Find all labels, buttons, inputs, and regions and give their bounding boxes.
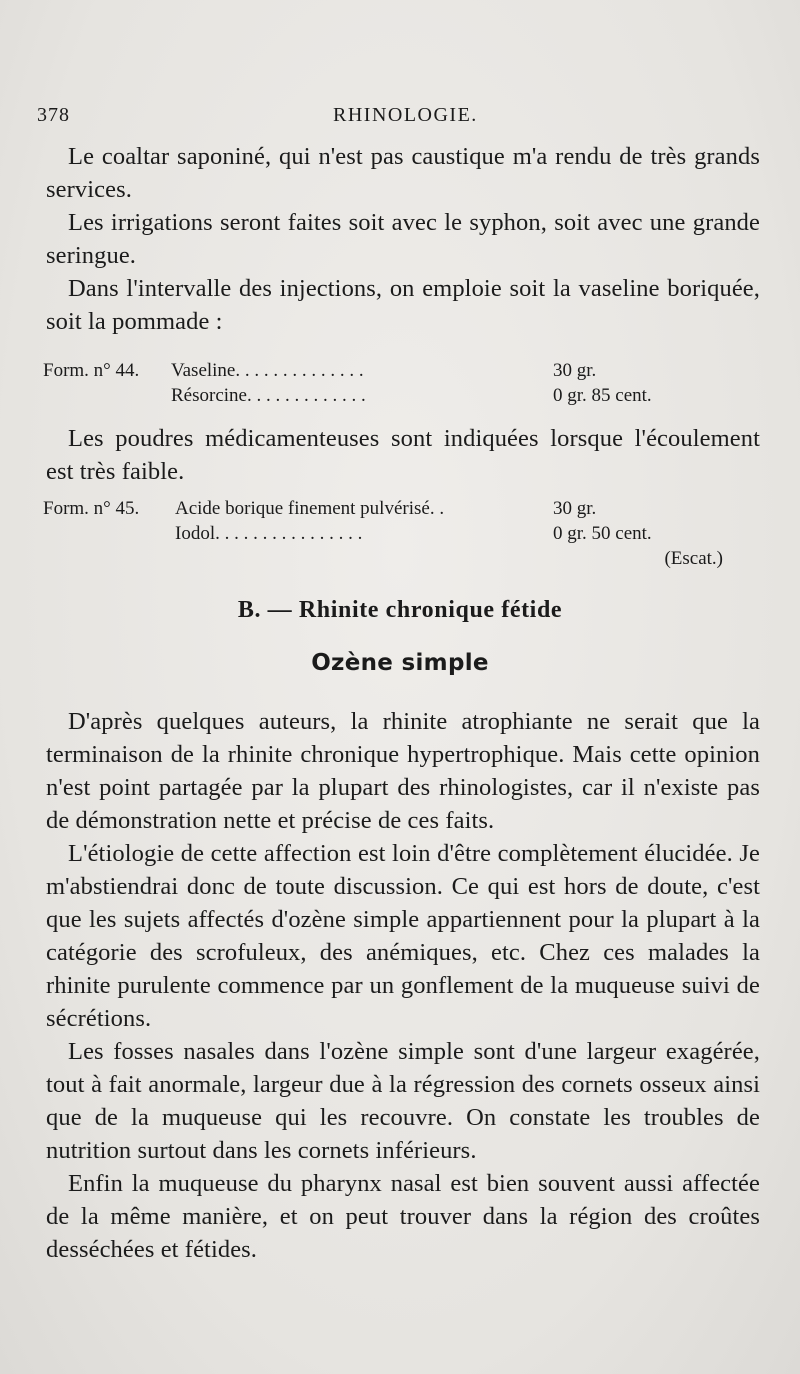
ingredient-quantity: 0 gr. 50 cent. [553,523,652,544]
paragraph-block-3 [46,705,760,1266]
formula-row [43,521,763,546]
paragraph-block-1 [46,140,760,338]
paragraph: Le coaltar saponiné, qui n'est pas caustique m'a rendu de très grands services. [46,143,760,203]
ingredient-quantity: 30 gr. [553,360,597,381]
formula-row [43,358,763,383]
ingredient-name: Résorcine. . . . . . . . . . . . . [171,385,366,406]
ingredient-name: Vaseline. . . . . . . . . . . . . . [171,360,364,381]
ingredient-name: Acide borique finement pulvérisé. . [175,498,445,519]
formula-row [43,383,763,408]
paragraph: Les fosses nasales dans l'ozène simple sont d'une largeur exagérée, tout à fait anormale, largeur due à la régression des cornets osseux ainsi que de la muqueuse qui les recouvre. On constate les troubles de nutrition surtout dans les cornets inférieurs. [46,1038,760,1164]
citation-note: (Escat.) [664,548,723,569]
paragraph: Enfin la muqueuse du pharynx nasal est bien souvent aussi affectée de la même manière, et on peut trouver dans la région des croûtes desséchées et fétides. [46,1170,760,1263]
ingredient-quantity: 30 gr. [553,498,597,519]
paragraph-block-2 [46,422,760,488]
paragraph: Dans l'intervalle des injections, on emploie soit la vaseline boriquée, soit la pommade : [46,275,760,335]
formula-row [43,496,763,521]
page-header [37,104,767,134]
formula-44 [43,358,763,408]
page-number: 378 [37,104,70,126]
formula-row [43,546,763,571]
running-title: RHINOLOGIE. [333,104,478,126]
paragraph: D'après quelques auteurs, la rhinite atrophiante ne serait que la terminaison de la rhinite chronique hypertrophique. Mais cette opinion n'est point partagée par la plupart des rhinologistes, car il n'existe pas de démonstration nette et précise de ces faits. [46,708,760,834]
paragraph: Les poudres médicamenteuses sont indiquées lorsque l'écoulement est très faible. [46,425,760,485]
section-title: B. — Rhinite chronique fétide [237,597,563,623]
section-subtitle: Ozène simple [311,650,489,676]
ingredient-quantity: 0 gr. 85 cent. [553,385,652,406]
formula-label: Form. n° 45. [43,498,140,519]
formula-45 [43,496,763,571]
formula-label: Form. n° 44. [43,360,140,381]
paragraph: L'étiologie de cette affection est loin d'être complètement élucidée. Je m'abstiendrai donc de toute discussion. Ce qui est hors de doute, c'est que les sujets affectés d'ozène simple appartiennent pour la plupart à la catégorie des scrofuleux, des anémiques, etc. Chez ces malades la rhinite purulente commence par un gonflement de la muqueuse suivi de sécrétions. [46,840,760,1032]
paragraph: Les irrigations seront faites soit avec le syphon, soit avec une grande seringue. [46,209,760,269]
ingredient-name: Iodol. . . . . . . . . . . . . . . . [175,523,363,544]
